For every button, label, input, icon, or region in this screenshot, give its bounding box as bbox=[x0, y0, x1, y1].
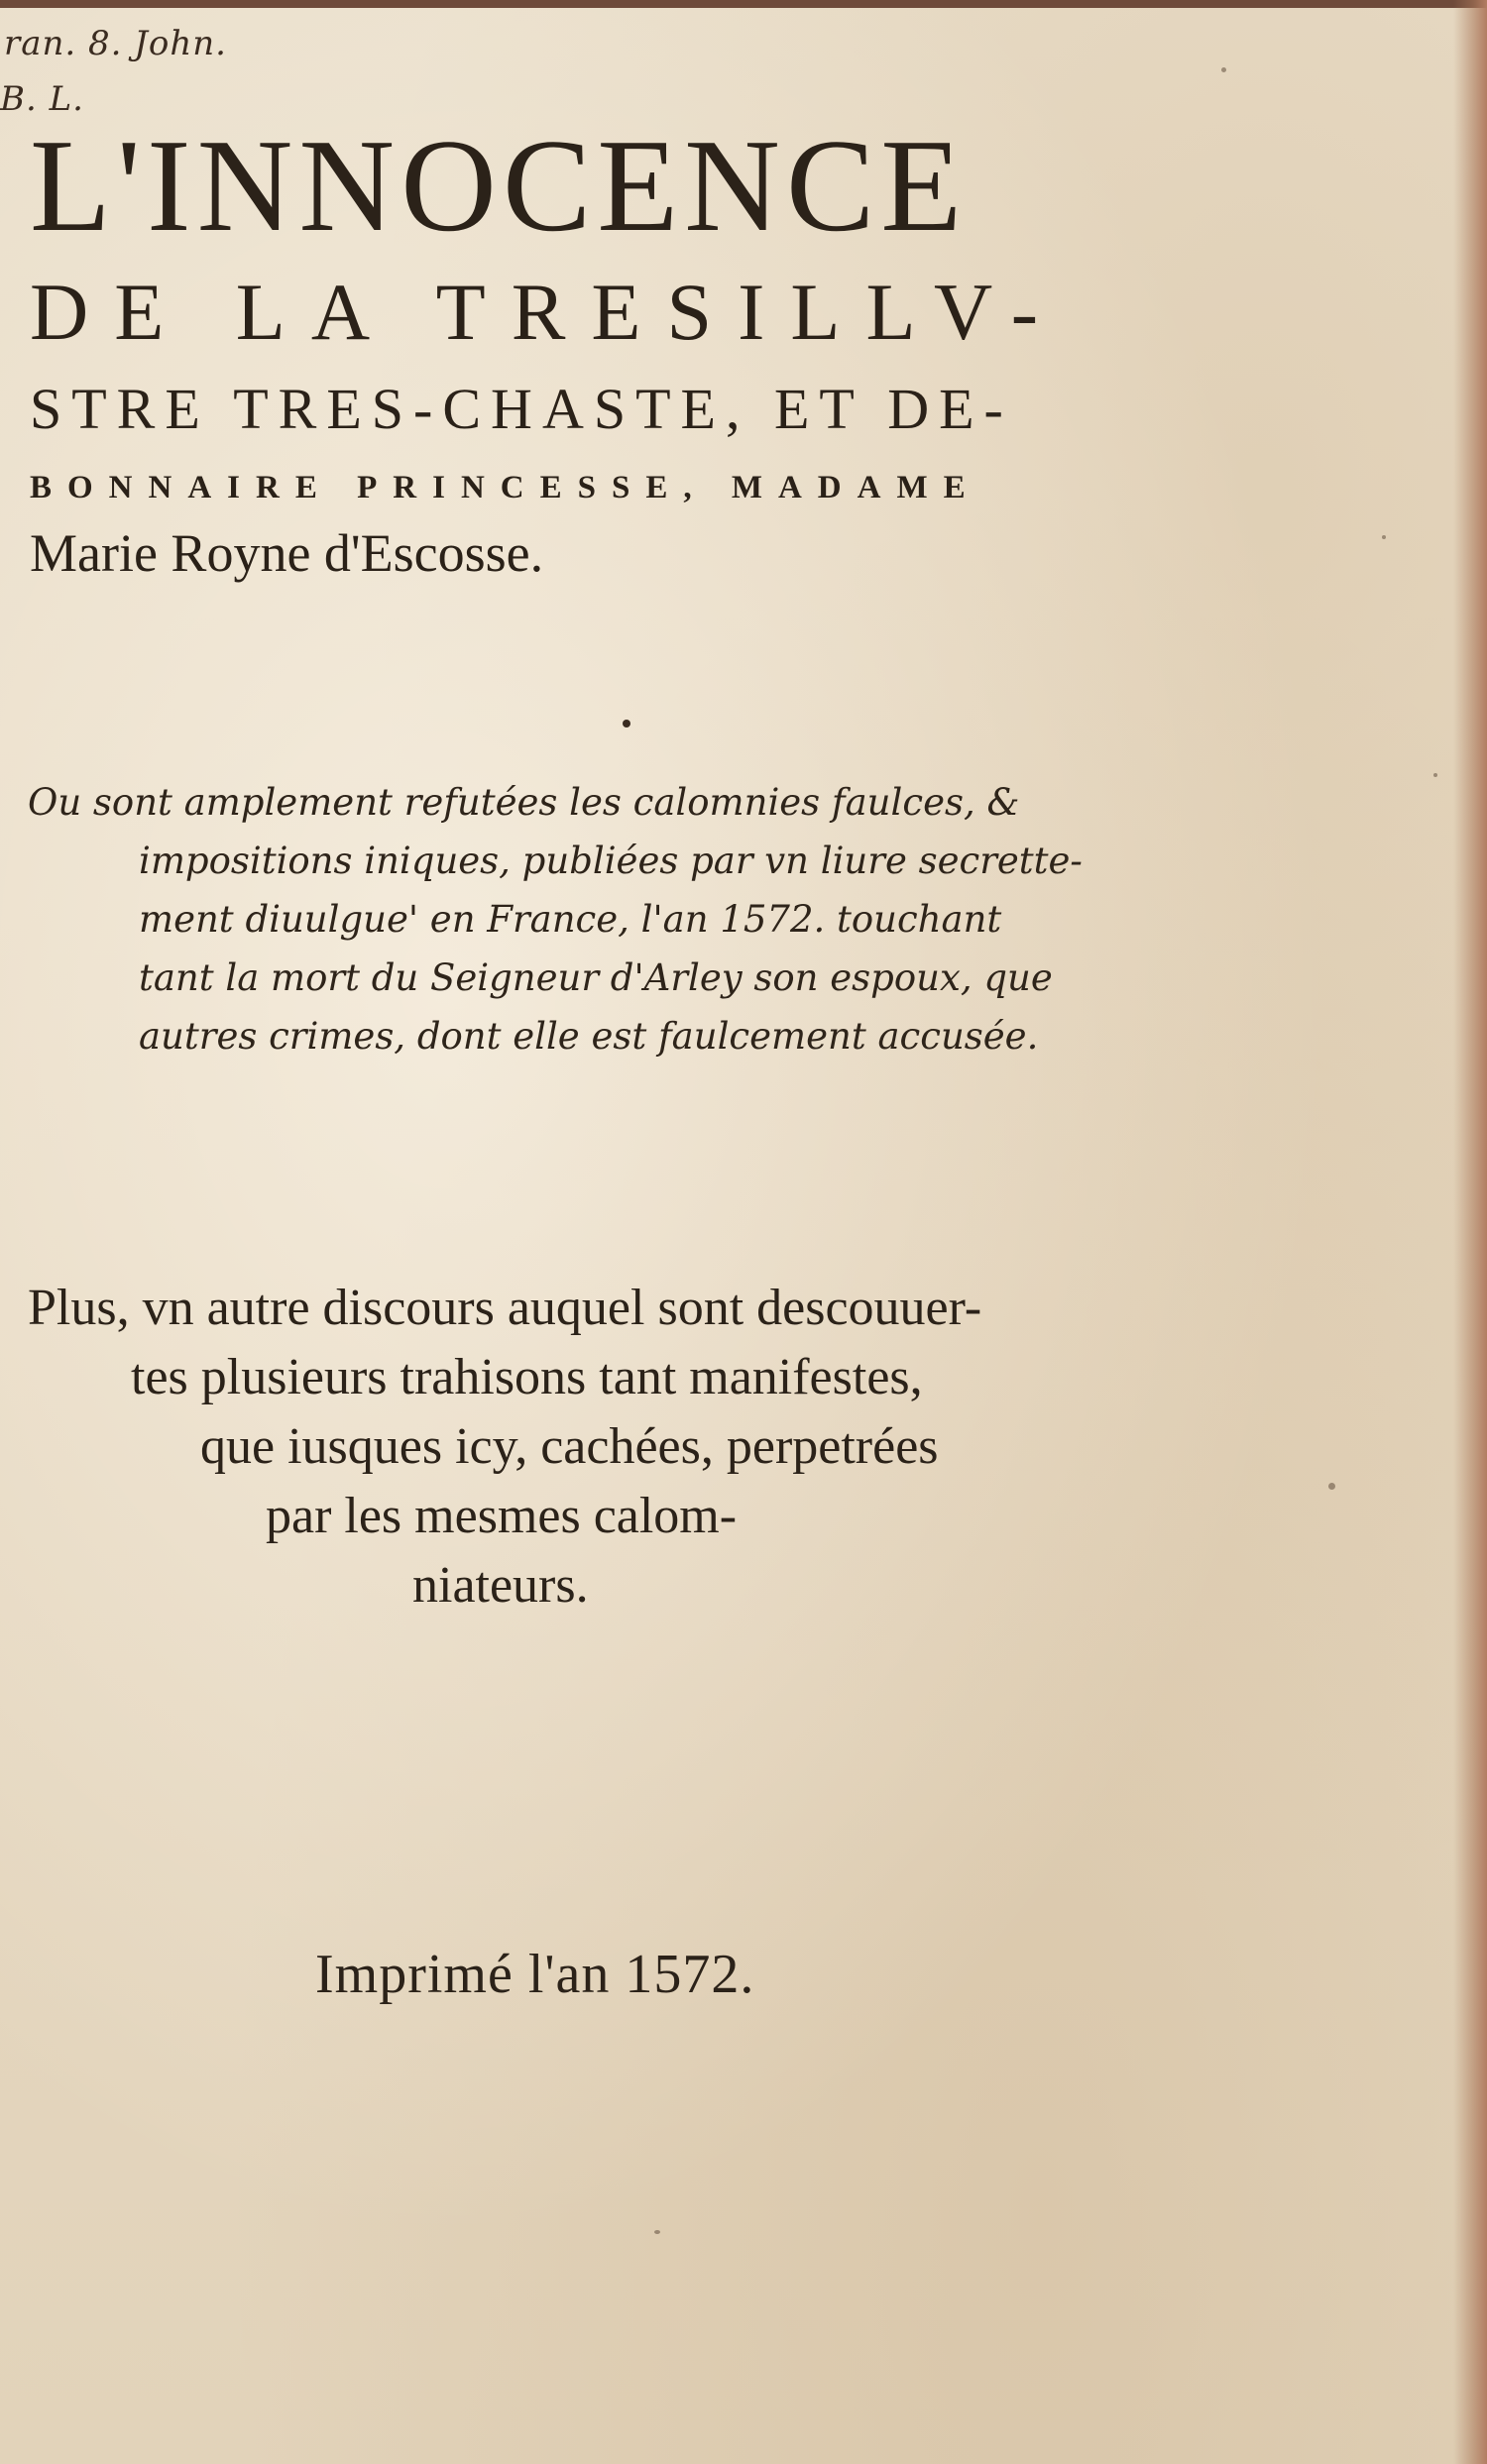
paper-speck bbox=[1433, 773, 1437, 777]
subtitle-line: impositions iniques, publiées par vn liure secrette- bbox=[139, 840, 1083, 882]
discourse-line: par les mesmes calom- bbox=[266, 1488, 738, 1544]
paper-speck bbox=[1328, 1483, 1335, 1490]
subtitle-line: tant la mort du Seigneur d'Arley son espoux, que bbox=[139, 956, 1053, 999]
discourse-line: tes plusieurs trahisons tant manifestes, bbox=[131, 1349, 923, 1405]
discourse-line: Plus, vn autre discours auquel sont descouuer- bbox=[28, 1280, 982, 1336]
title-block bbox=[30, 112, 1150, 583]
discourse-line: niateurs. bbox=[412, 1557, 589, 1614]
page-right-edge bbox=[1453, 0, 1487, 2464]
manuscript-note-line-2: B. L. bbox=[0, 79, 84, 119]
title-line-1: L'INNOCENCE bbox=[30, 112, 969, 259]
page-top-edge bbox=[0, 0, 1487, 8]
discourse-line: que iusques icy, cachées, perpetrées bbox=[200, 1418, 939, 1475]
second-discourse-paragraph bbox=[28, 1274, 1158, 1621]
subtitle-paragraph bbox=[28, 773, 1158, 1065]
title-line-5: Marie Royne d'Escosse. bbox=[30, 523, 544, 583]
imprint-line: Imprimé l'an 1572. bbox=[315, 1944, 755, 2005]
subtitle-line: autres crimes, dont elle est faulcement accusée. bbox=[139, 1015, 1039, 1058]
manuscript-note-line-1: ran. 8. John. bbox=[4, 24, 227, 63]
paper-speck bbox=[1382, 535, 1386, 539]
ornament-dot bbox=[623, 720, 630, 728]
title-line-4: BONNAIRE PRINCESSE, MADAME bbox=[30, 470, 981, 505]
subtitle-line: ment diuulgue' en France, l'an 1572. touchant bbox=[139, 898, 1002, 941]
subtitle-line: Ou sont amplement refutées les calomnies faulces, & bbox=[28, 781, 1020, 824]
paper-speck bbox=[654, 2230, 660, 2234]
title-line-3: STRE TRES-CHASTE, ET DE- bbox=[30, 377, 1013, 441]
paper-speck bbox=[1221, 67, 1226, 72]
title-line-2: DE LA TRESILLV- bbox=[30, 267, 1065, 357]
